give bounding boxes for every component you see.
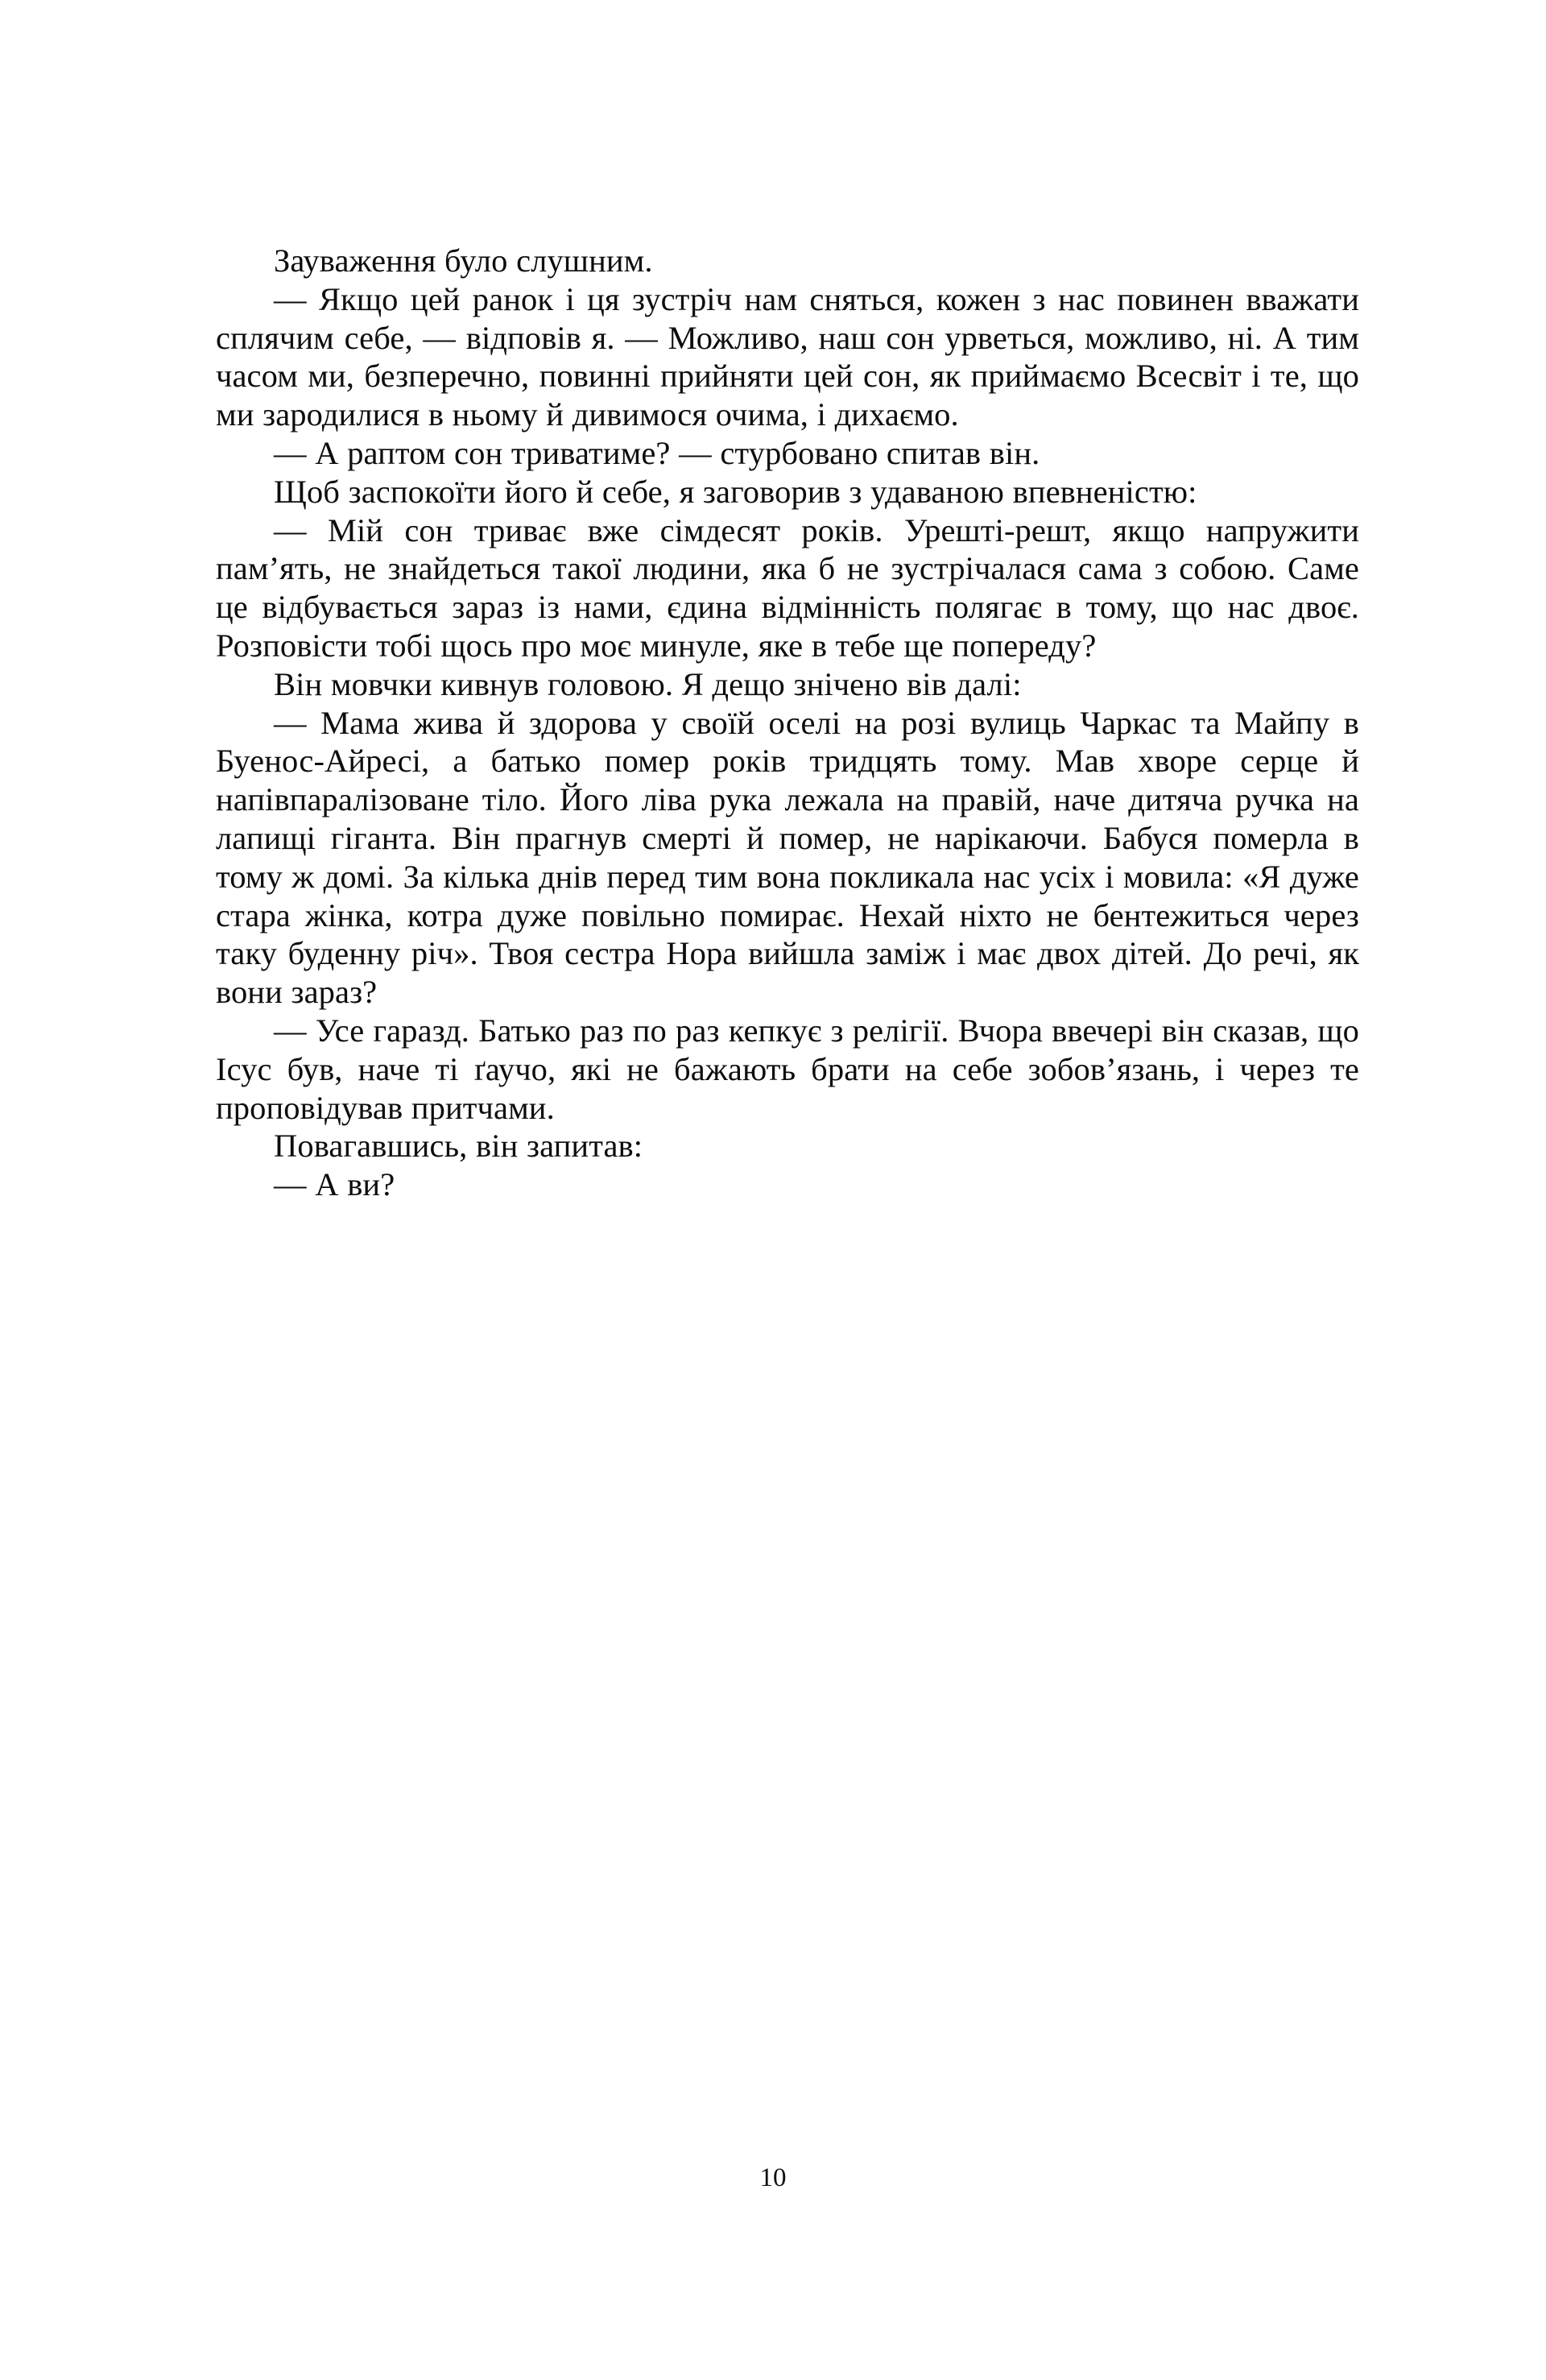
paragraph: — Мама жива й здорова у своїй оселі на розі вулиць Чаркас та Майпу в Буенос-Айресі, а батько помер років тридцять тому. Мав хворе серце й напівпаралізоване тіло. Його ліва рука лежала на правій, наче дитяча ручка на лапищі гіганта. Він прагнув смерті й помер, не нарікаючи. Бабуся померла в тому ж домі. За кілька днів перед тим вона покликала нас усіх і мовила: «Я дуже стара жінка, котра дуже повільно помирає. Нехай ніхто не бентежиться через таку буденну річ». Твоя сестра Нора вийшла заміж і має двох дітей. До речі, як вони зараз? <box>216 704 1359 1011</box>
paragraph: Повагавшись, він запитав: <box>274 1128 643 1165</box>
page-number: 10 <box>759 2163 787 2192</box>
paragraph: — А раптом сон триватиме? — стурбовано спитав він. <box>274 434 1040 471</box>
paragraph: — Якщо цей ранок і ця зустріч нам сняться, кожен з нас повинен вважати сплячим себе, — відповів я. — Можливо, наш сон урветься, можливо, ні. А тим часом ми, безперечно, повинні прийняти цей сон, як приймаємо Всесвіт і те, що ми зародилися в ньому й дивимося очима, і дихаємо. <box>216 280 1359 433</box>
paragraph: — Усе гаразд. Батько раз по раз кепкує з релігії. Вчора ввечері він сказав, що Ісус був, наче ті ґаучо, які не бажають брати на себе зобов’язань, і через те проповідував притчами. <box>216 1012 1359 1126</box>
paragraph: — А ви? <box>274 1166 395 1203</box>
paragraph: Він мовчки кивнув головою. Я дещо знічено вів далі: <box>274 665 1022 702</box>
paragraph: Щоб заспокоїти його й себе, я заговорив з удаваною впевненістю: <box>274 473 1197 510</box>
body-text-column <box>216 242 1359 1204</box>
paragraph: Зауваження було слушним. <box>274 242 653 279</box>
paragraph: — Мій сон триває вже сімдесят років. Урешті-решт, якщо напружити пам’ять, не знайдеться такої людини, яка б не зустрічалася сама з собою. Саме це відбувається зараз із нами, єдина відмінність полягає в тому, що нас двоє. Розповісти тобі щось про моє минуле, яке в тебе ще попереду? <box>216 511 1359 664</box>
